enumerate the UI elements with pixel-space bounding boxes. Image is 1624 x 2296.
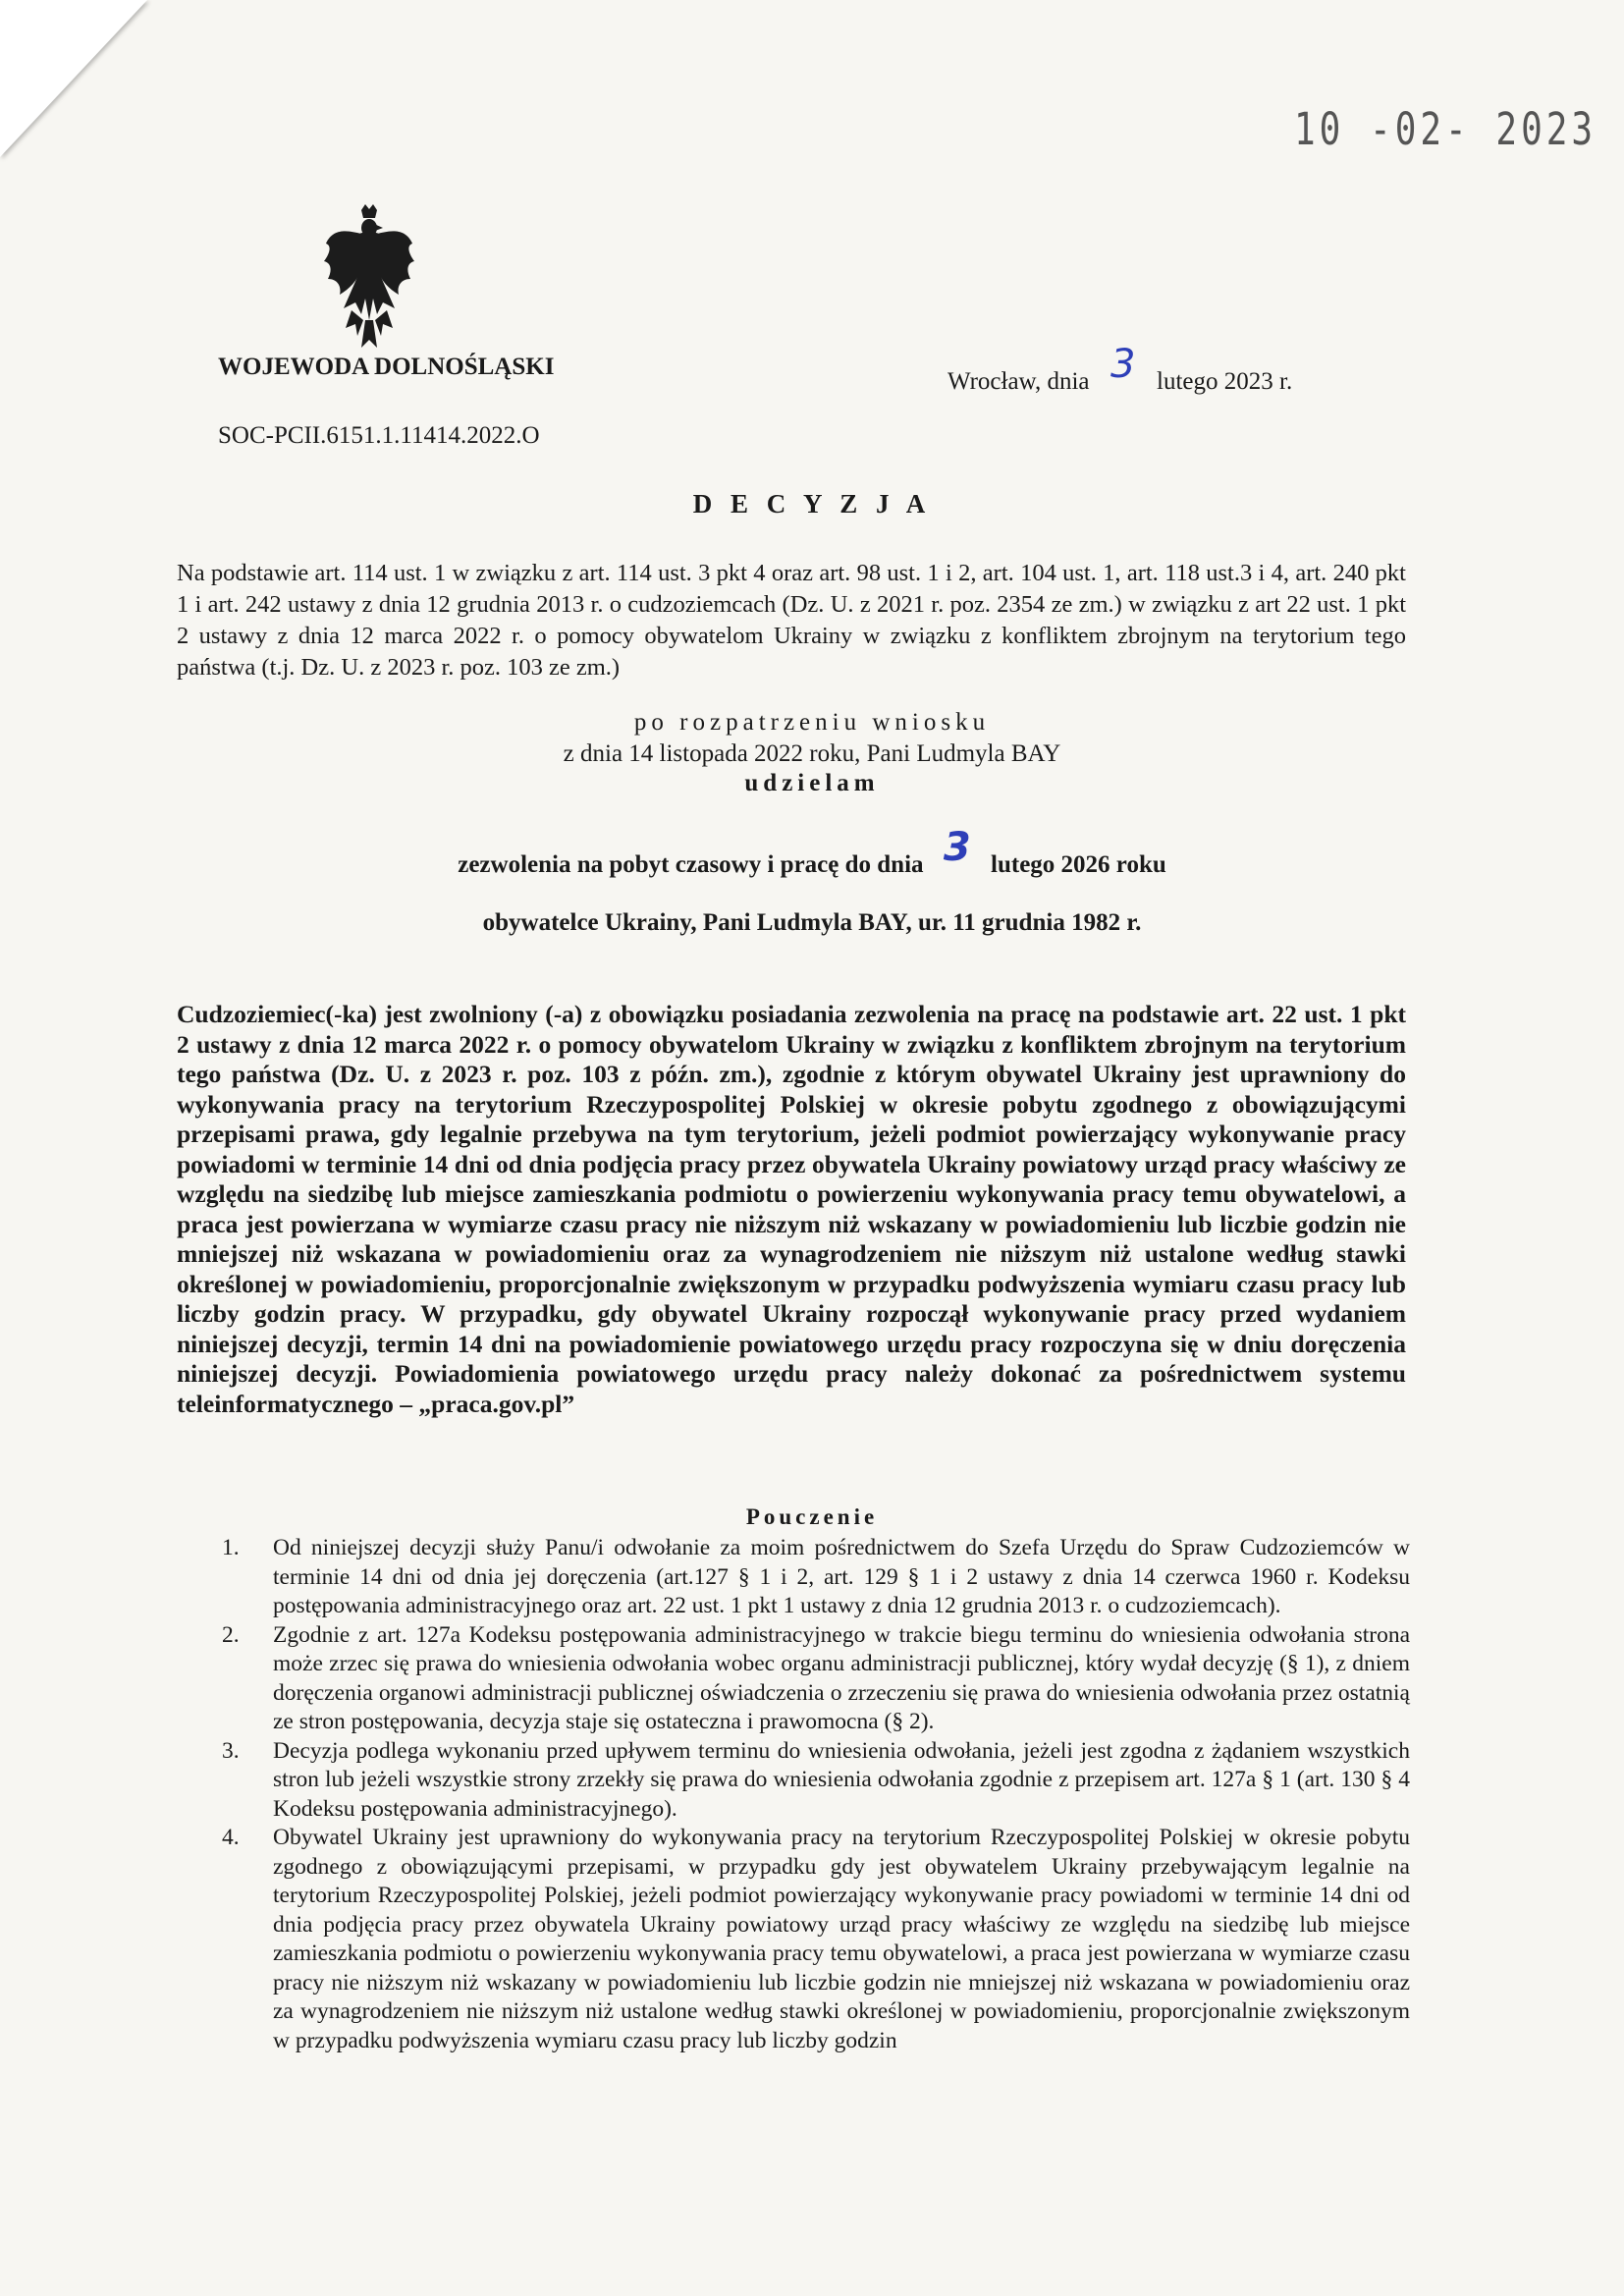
document-title: D E C Y Z J A — [692, 489, 932, 519]
permit-prefix: zezwolenia na pobyt czasowy i pracę do dnia — [458, 851, 924, 878]
application-line: po rozpatrzeniu wniosku — [633, 709, 991, 736]
instruction-number: 3. — [222, 1737, 240, 1764]
permit-line — [0, 825, 1624, 882]
folded-corner — [0, 0, 147, 157]
work-permit-exemption: Cudzoziemiec(-ka) jest zwolniony (-a) z obowiązku posiadania zezwolenia na pracę na podstawie art. 22 ust. 1 pkt 2 ustawy z dnia 12 marca 2022 r. o pomocy obywatelom Ukrainy w związku z konfliktem zbrojnym na terytorium tego państwa (Dz. U. z 2023 r. poz. 103 z późn. zm.), zgodnie z którym obywatel Ukrainy jest uprawniony do wykonywania pracy na terytorium Rzeczypospolitej Polskiej w okresie pobytu zgodnego z obowiązującymi przepisami prawa, gdy legalnie przebywa na tym terytorium, jeżeli podmiot powierzający wykonywanie pracy powiadomi w terminie 14 dni od dnia podjęcia pracy przez obywatela Ukrainy powiatowy urząd pracy właściwy ze względu na siedzibę lub miejsce zamieszkania podmiotu o powierzeniu wykonywania pracy temu obywatelowi, a praca jest powierzana w wymiarze czasu pracy nie niższym niż wskazany w powiadomieniu lub liczbie godzin nie mniejszej niż wskazana w powiadomieniu oraz za wynagrodzeniem nie niższym niż ustalone według stawki określonej w powiadomieniu, proporcjonalnie zwiększonym w przypadku podwyższenia wymiaru czasu pracy lub liczby godzin pracy. W przypadku, gdy obywatel Ukrainy rozpoczął wykonywanie pracy przed wydaniem niniejszej decyzji, termin 14 dni na powiadomienie powiatowego urzędu pracy rozpoczyna się w dniu doręczenia niniejszej decyzji. Powiadomienia powiatowego urzędu pracy należy dokonać za pośrednictwem systemu teleinformatycznego – „praca.gov.pl” — [177, 1000, 1406, 1418]
permit-suffix: lutego 2026 roku — [991, 851, 1166, 878]
instruction-number: 4. — [222, 1825, 240, 1850]
city-date-suffix: lutego 2023 r. — [1157, 368, 1293, 395]
instruction-item — [222, 1534, 1410, 1621]
handwritten-permit-day: 3 — [943, 825, 971, 870]
city-date-prefix: Wrocław, dnia — [947, 368, 1090, 395]
instructions-title: Pouczenie — [745, 1504, 879, 1529]
received-date-stamp: 10 -02- 2023 — [1294, 104, 1597, 156]
recipient-line: obywatelce Ukrainy, Pani Ludmyla BAY, ur. 11 grudnia 1982 r. — [482, 909, 1142, 936]
instruction-number: 1. — [222, 1535, 240, 1560]
legal-basis-paragraph: Na podstawie art. 114 ust. 1 w związku z art. 114 ust. 3 pkt 4 oraz art. 98 ust. 1 i 2, art. 104 ust. 1, art. 118 ust.3 i 4, art. 240 pkt 1 i art. 242 ustawy z dnia 12 grudnia 2013 r. o cudzoziemcach (Dz. U. z 2021 r. poz. 2354 ze zm.) w związku z art 22 ust. 1 pkt 2 ustawy z dnia 12 marca 2022 r. o pomocy obywatelom Ukrainy w związku z konfliktem zbrojnym na terytorium tego państwa (t.j. Dz. U. z 2023 r. poz. 103 ze zm.) — [177, 560, 1406, 681]
instruction-number: 2. — [222, 1621, 240, 1648]
instruction-text: Od niniejszej decyzji służy Panu/i odwołanie za moim pośrednictwem do Szefa Urzędu do Spraw Cudzoziemców w terminie 14 dni od dnia jej doręczenia (art.127 § 1 i 2, art. 129 § 1 i 2 ustawy z dnia 14 czerwca 1960 r. Kodeksu postępowania administracyjnego oraz art. 22 ust. 1 pkt 1 ustawy z dnia 12 grudnia 2013 r. o cudzoziemcach). — [273, 1535, 1410, 1618]
issuer-name: WOJEWODA DOLNOŚLĄSKI — [218, 354, 555, 380]
grant-verb: udzielam — [744, 770, 880, 796]
application-date-line: z dnia 14 listopada 2022 roku, Pani Ludmyla BAY — [563, 740, 1061, 767]
instruction-text: Obywatel Ukrainy jest uprawniony do wykonywania pracy na terytorium Rzeczypospolitej Polskiej w okresie pobytu zgodnego z obowiązującymi przepisami, w przypadku gdy jest obywatelem Ukrainy przebywającym legalnie na terytorium Rzeczypospolitej Polskiej, jeżeli podmiot powierzający wykonywanie pracy powiadomi w terminie 14 dni od dnia podjęcia pracy przez obywatela Ukrainy powiatowy urząd pracy właściwy ze względu na siedzibę lub miejsce zamieszkania podmiotu o powierzeniu wykonywania pracy temu obywatelowi, a praca jest powierzana w wymiarze czasu pracy nie niższym niż wskazany w powiadomieniu lub liczbie godzin nie mniejszej niż wskazana w powiadomieniu oraz za wynagrodzeniem nie niższym niż ustalone według stawki określonej w powiadomieniu, proporcjonalnie zwiększonym w przypadku podwyższenia wymiaru czasu pracy lub liczby godzin — [273, 1825, 1410, 2053]
instruction-text: Zgodnie z art. 127a Kodeksu postępowania administracyjnego w trakcie biegu terminu do wniesienia odwołania strona może zrzec się prawa do wniesienia odwołania wobec organu administracji publicznej, który wydał decyzję (§ 1), z dniem doręczenia organowi administracji publicznej oświadczenia o zrzeczeniu się prawa do wniesienia odwołania przez ostatnią ze stron postępowania, decyzja staje się ostateczna i prawomocna (§ 2). — [273, 1621, 1410, 1734]
instruction-item — [222, 1621, 1410, 1737]
issue-place-date — [947, 342, 1293, 399]
instruction-item — [222, 1824, 1410, 2055]
instruction-item — [222, 1737, 1410, 1825]
polish-eagle-emblem-icon — [322, 204, 416, 352]
case-number: SOC-PCII.6151.1.11414.2022.O — [218, 422, 540, 449]
instructions-list — [222, 1534, 1410, 2055]
handwritten-day: 3 — [1110, 342, 1136, 387]
instruction-text: Decyzja podlega wykonaniu przed upływem terminu do wniesienia odwołania, jeżeli jest zgodna z żądaniem wszystkich stron lub jeżeli wszystkie strony zrzekły się prawa do wniesienia odwołania zgodnie z przepisem art. 127a § 1 (art. 130 § 4 Kodeksu postępowania administracyjnego). — [273, 1737, 1410, 1822]
